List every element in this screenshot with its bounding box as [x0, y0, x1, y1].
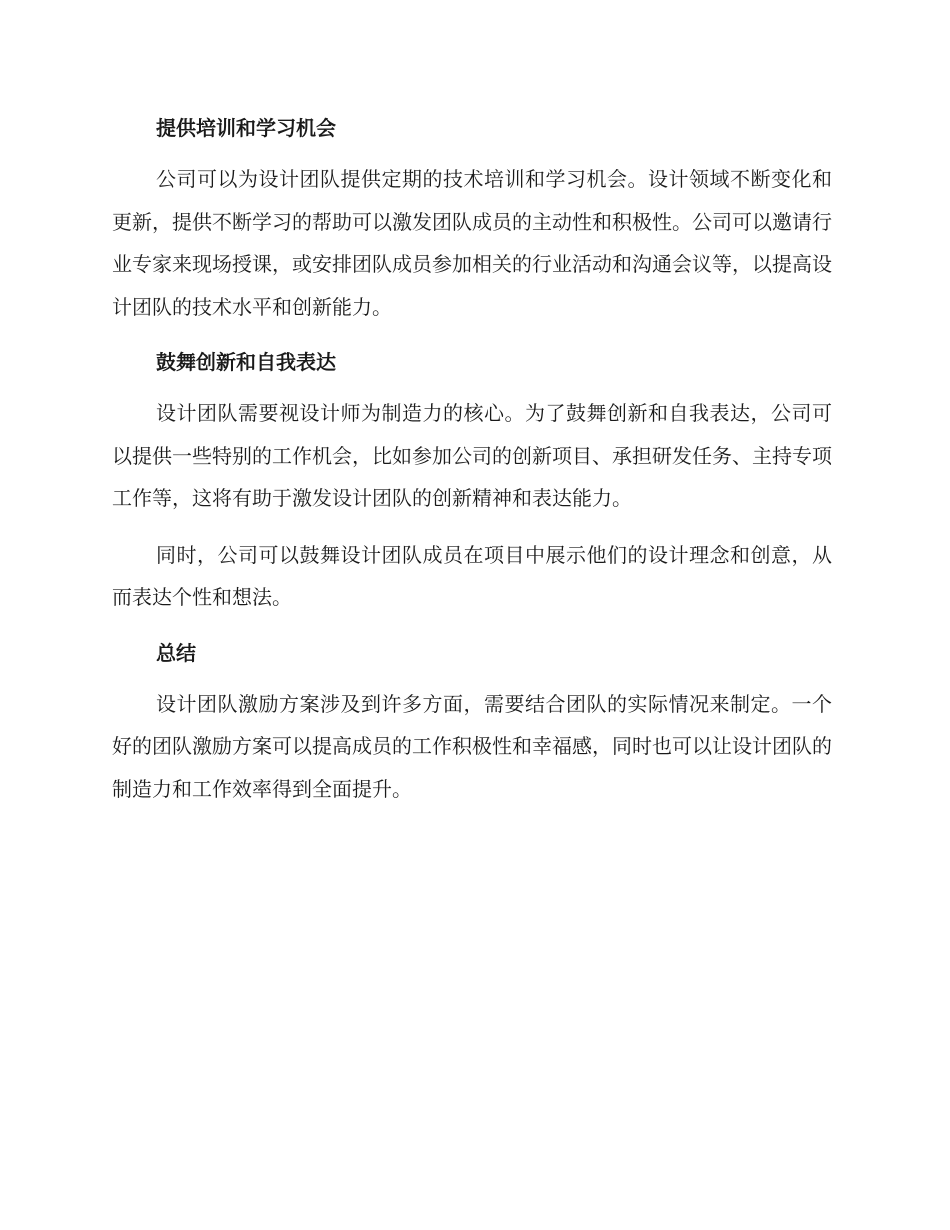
section-heading-training: 提供培训和学习机会 [156, 116, 336, 140]
paragraph-innovation-2: 同时，公司可以鼓舞设计团队成员在项目中展示他们的设计理念和创意，从而表达个性和想法。 [112, 542, 832, 609]
paragraph-innovation-1: 设计团队需要视设计师为制造力的核心。为了鼓舞创新和自我表达，公司可以提供一些特别的工作机会，比如参加公司的创新项目、承担研发任务、主持专项工作等，这将有助于激发设计团队的创新精神和表达能力。 [112, 401, 832, 510]
section-heading-summary: 总结 [156, 640, 196, 665]
document-page [112, 108, 832, 810]
paragraph-training: 公司可以为设计团队提供定期的技术培训和学习机会。设计领域不断变化和更新，提供不断学习的帮助可以激发团队成员的主动性和积极性。公司可以邀请行业专家来现场授课，或安排团队成员参加相关的行业活动和沟通会议等，以提高设计团队的技术水平和创新能力。 [112, 167, 832, 319]
section-heading-innovation: 鼓舞创新和自我表达 [156, 350, 336, 374]
paragraph-summary: 设计团队激励方案涉及到许多方面，需要结合团队的实际情况来制定。一个好的团队激励方案可以提高成员的工作积极性和幸福感，同时也可以让设计团队的制造力和工作效率得到全面提升。 [112, 691, 832, 801]
